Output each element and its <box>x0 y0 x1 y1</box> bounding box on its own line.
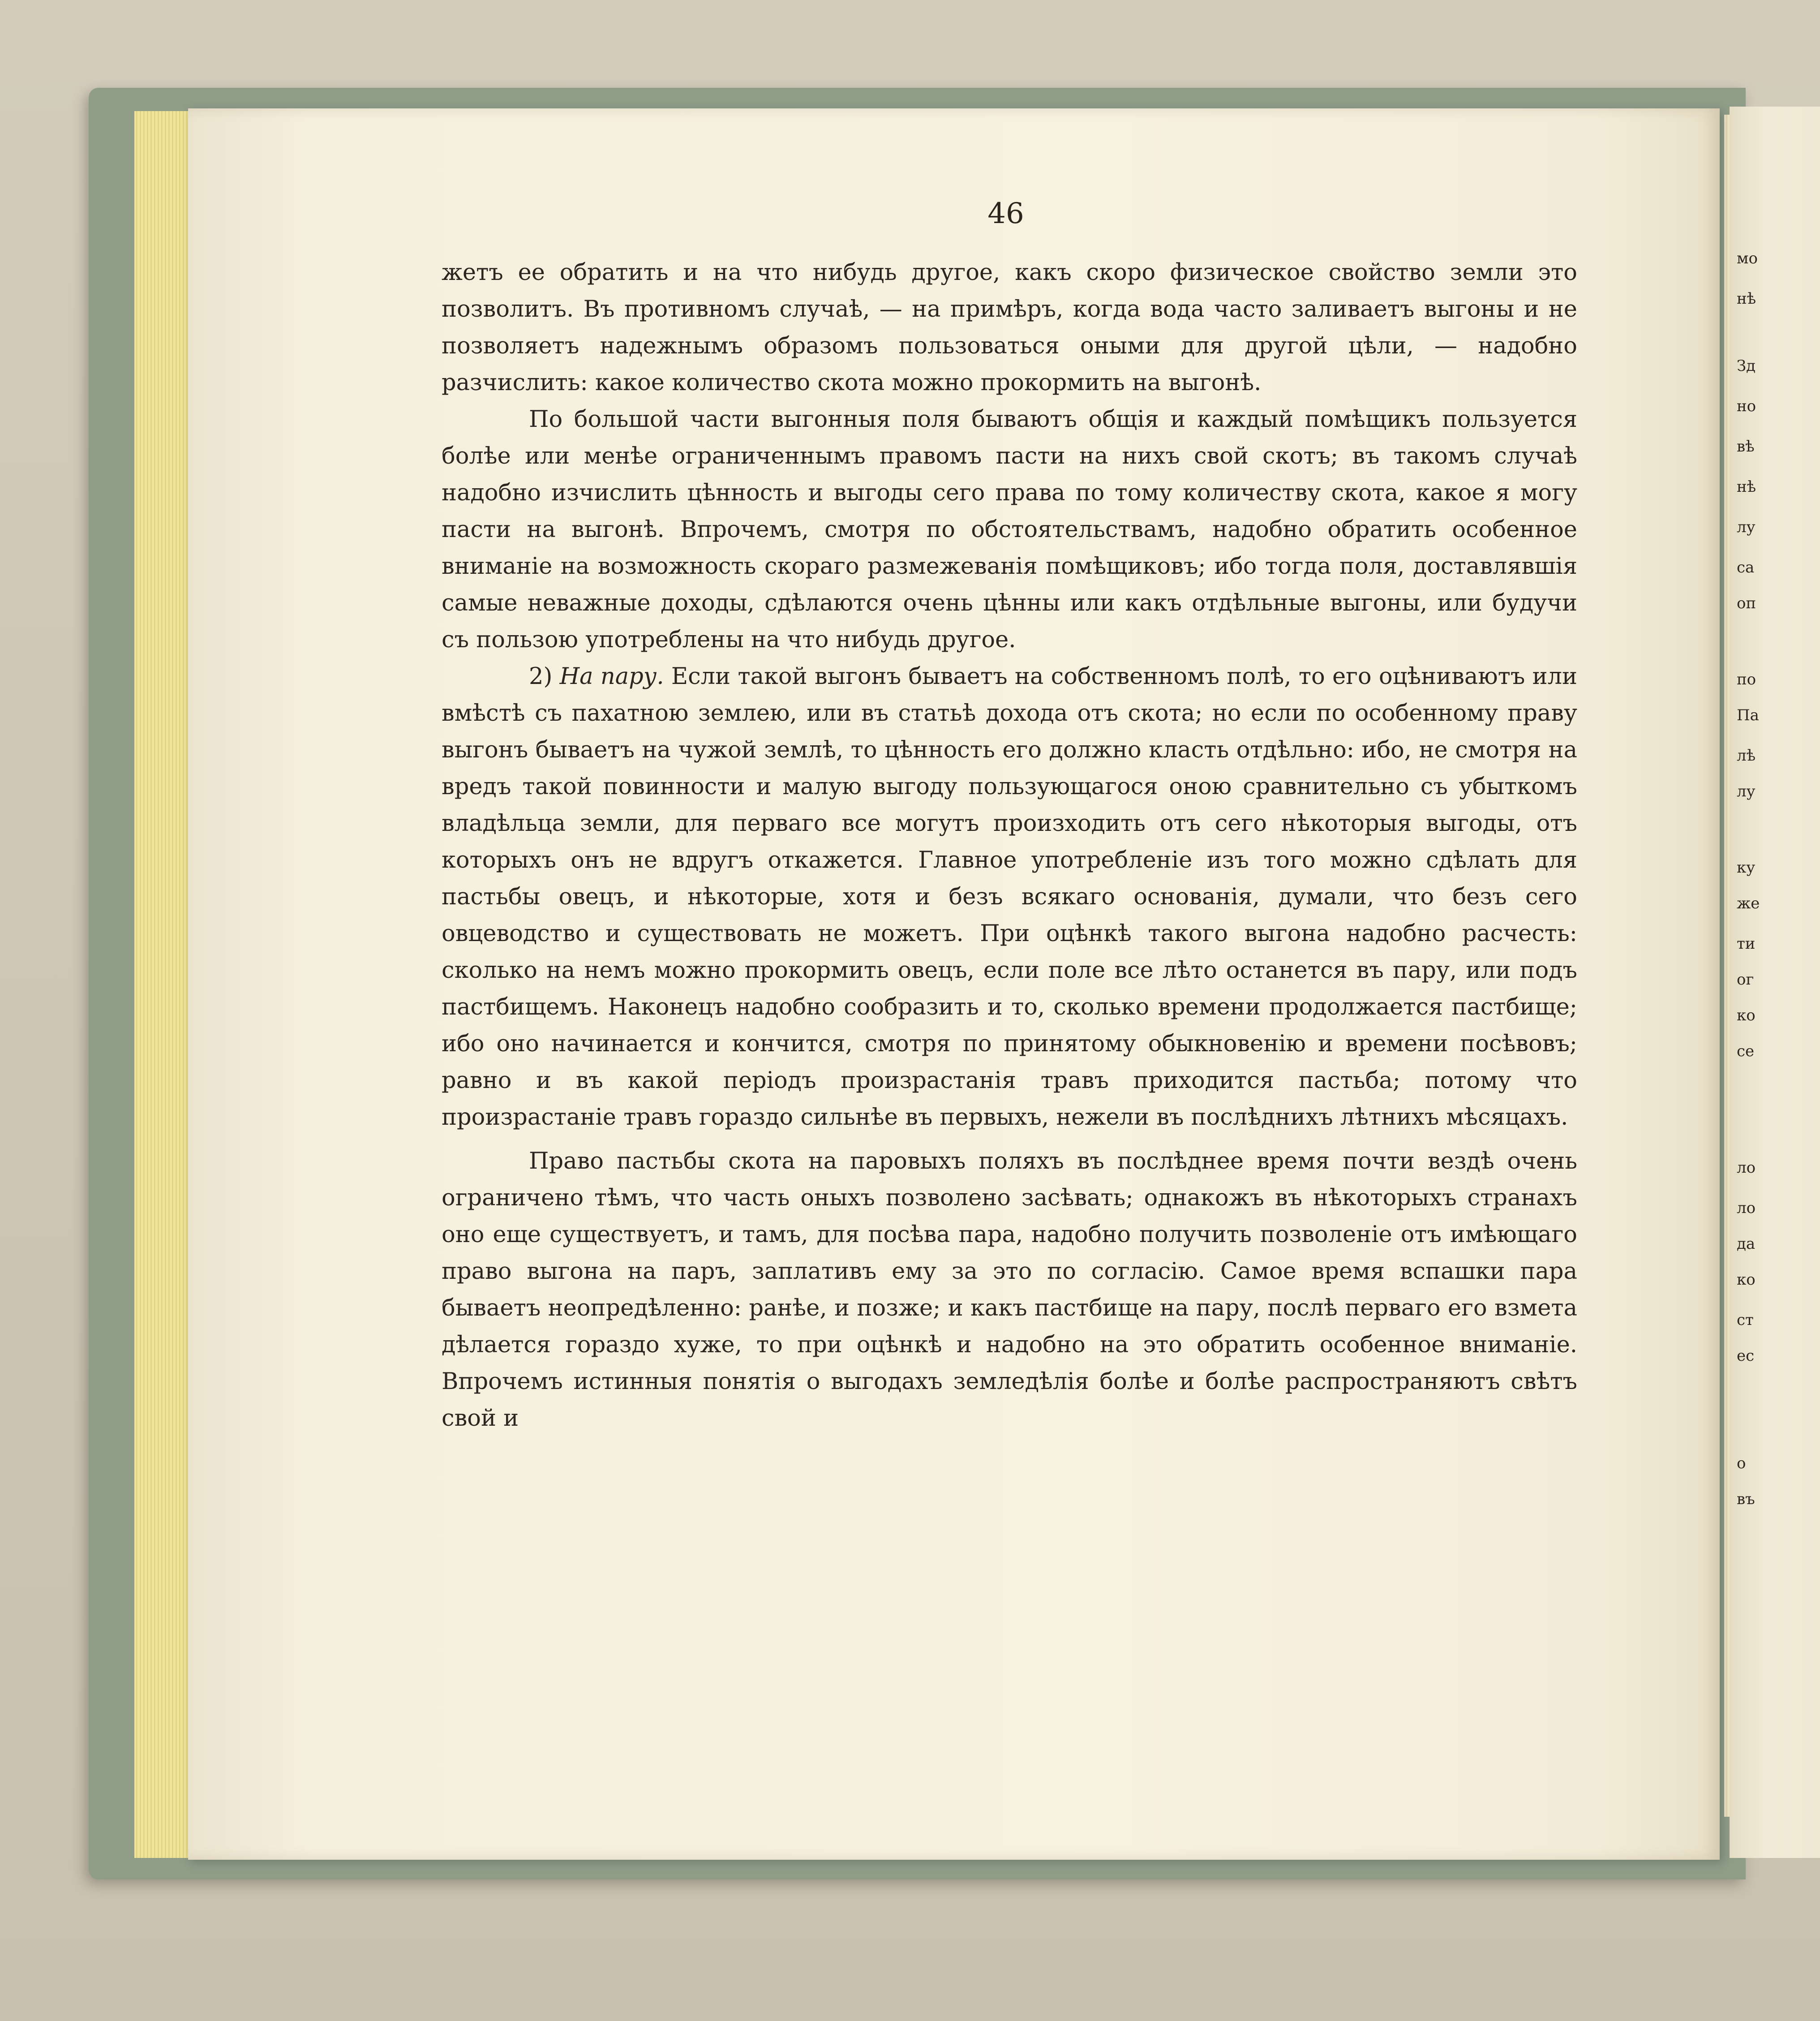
facing-page-fragment: Па <box>1737 706 1759 724</box>
facing-page-fragment: ло <box>1737 1199 1756 1217</box>
facing-page <box>1730 107 1820 1858</box>
facing-page-fragment: са <box>1737 559 1755 576</box>
facing-page-fragment: ст <box>1737 1311 1754 1329</box>
page-body <box>442 254 1577 1437</box>
facing-page-fragment: лу <box>1737 518 1756 536</box>
facing-page-fragment: ти <box>1737 935 1756 953</box>
paragraph-4: Право пастьбы скота на паровыхъ поляхъ въ послѣднее время почти вездѣ очень ограничено тѣмъ, что часть оныхъ позволено засѣвать; однакожъ въ нѣкоторыхъ странахъ оно еще существуетъ, и тамъ, для посѣва пара, надобно получить позволеніе отъ имѣющаго право выгона на паръ, заплативъ ему за это по согласію. Самое время вспашки пара бываетъ неопредѣленно: ранѣе, и позже; и какъ пастбище на пару, послѣ перваго его взмета дѣлается гораздо хуже, то при оцѣнкѣ и надобно на это обратить особенное вниманіе. Впрочемъ истинныя понятія о выгодахъ земледѣлія болѣе и болѣе распространяютъ свѣтъ свой и <box>442 1148 1577 1432</box>
item-heading: На пару. <box>559 663 664 690</box>
facing-page-fragment: се <box>1737 1042 1755 1060</box>
facing-page-fragment: по <box>1737 671 1756 688</box>
page-number: 46 <box>987 197 1024 230</box>
paragraph-2: По большой части выгонныя поля бываютъ общія и каждый помѣщикъ пользуется болѣе или менѣе ограниченнымъ правомъ пасти на нихъ свой скотъ; въ такомъ случаѣ надобно изчислить цѣнность и выгоды сего права по тому количеству скота, какое я могу пасти на выгонѣ. Впрочемъ, смотря по обстоятельствамъ, надобно обратить особенное вниманіе на возможность скораго размежеванія помѣщиковъ; ибо тогда поля, доставлявшія самые неважные доходы, сдѣлаются очень цѣнны или какъ отдѣльные выгоны, или будучи съ пользою употреблены на что нибудь другое. <box>442 406 1577 653</box>
page-edges-left <box>134 111 193 1858</box>
facing-page-fragment: ог <box>1737 971 1754 989</box>
facing-page-fragment: же <box>1737 894 1760 912</box>
facing-page-fragment: ко <box>1737 1006 1756 1024</box>
facing-page-fragment: въ <box>1737 1490 1755 1508</box>
facing-page-fragment: нѣ <box>1737 290 1756 308</box>
paragraph-3-text: Если такой выгонъ бываетъ на собственномъ полѣ, то его оцѣниваютъ или вмѣстѣ съ пахатною землею, или въ статьѣ дохода отъ скота; но если по особенному праву выгонъ бываетъ на чужой землѣ, то цѣнность его должно класть отдѣльно: ибо, не смотря на вредъ такой повинности и малую выгоду пользующагося оною сравнительно съ убыткомъ владѣльца земли, для перваго все могутъ произходить отъ сего нѣкоторыя выгоды, отъ которыхъ онъ не вдругъ откажется. Главное употребленіе изъ того можно сдѣлать для пастьбы овецъ, и нѣкоторые, хотя и безъ всякаго основанія, думали, что безъ сего овцеводство и существовать не можетъ. При оцѣнкѣ такого выгона надобно расчесть: сколько на немъ можно прокормить овецъ, если поле все лѣто останется въ пару, или подъ пастбищемъ. Наконецъ надобно сообразить и то, сколько времени продолжается пастбище; ибо оно начинается и кончится, смотря по принятому обыкновенію и времени посѣвовъ; равно и въ какой періодъ произрастанія травъ приходится пастьба; потому что произрастаніе травъ гораздо сильнѣе въ первыхъ, нежели въ послѣднихъ лѣтнихъ мѣсяцахъ. <box>442 663 1577 1131</box>
facing-page-fragment: вѣ <box>1737 438 1755 456</box>
facing-page-fragment: оп <box>1737 594 1756 612</box>
facing-page-fragment: ло <box>1737 1159 1756 1177</box>
facing-page-fragment: нѣ <box>1737 478 1756 496</box>
facing-page-fragment: о <box>1737 1454 1746 1472</box>
facing-page-fragment: да <box>1737 1235 1756 1253</box>
paragraph-1: жетъ ее обратить и на что нибудь другое, какъ скоро физическое свойство земли это позволитъ. Въ противномъ случаѣ, — на примѣръ, когда вода часто заливаетъ выгоны и не позволяетъ надежнымъ образомъ пользоваться оными для другой цѣли, — надобно разчислить: какое количество скота можно прокормить на выгонѣ. <box>442 259 1577 396</box>
facing-page-fragment: лу <box>1737 783 1756 800</box>
facing-page-fragment: ко <box>1737 1271 1756 1289</box>
facing-page-fragment: ку <box>1737 859 1756 877</box>
facing-page-fragment: мо <box>1737 249 1758 267</box>
facing-page-fragment: ес <box>1737 1347 1755 1365</box>
facing-page-fragment: Зд <box>1737 357 1756 375</box>
facing-page-fragment: лѣ <box>1737 747 1756 765</box>
facing-page-fragment: но <box>1737 397 1756 415</box>
paragraph-3 <box>442 658 1577 1136</box>
item-number: 2) <box>529 663 553 690</box>
